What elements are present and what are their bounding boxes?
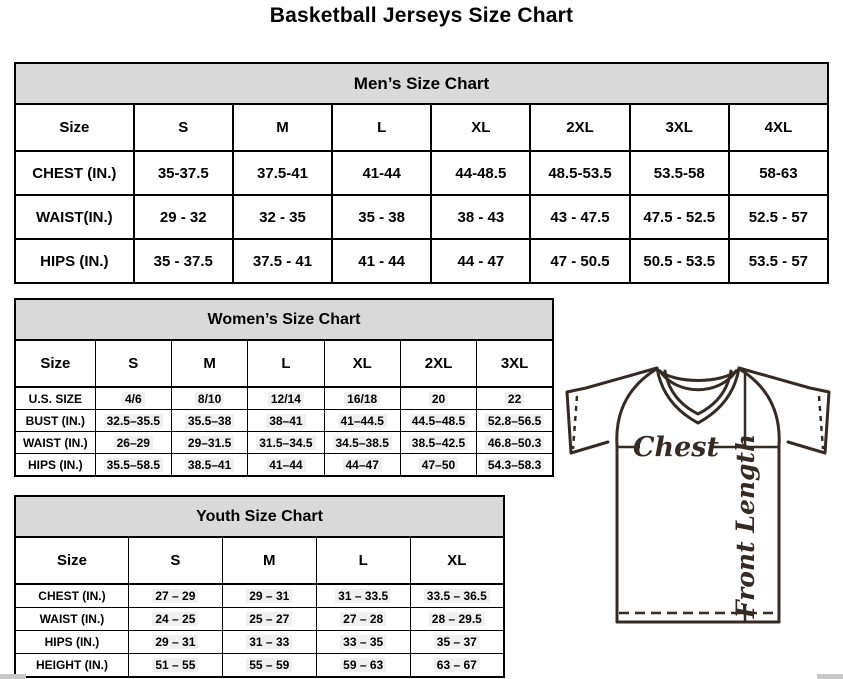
size-value-cell: 33.5 – 36.5 — [410, 584, 504, 608]
scrollbar-fragment-right[interactable] — [817, 674, 843, 679]
column-header: S — [95, 340, 171, 387]
size-value-cell: 27 – 28 — [316, 608, 410, 631]
size-value-cell: 38 - 43 — [431, 195, 530, 239]
section-title: Women’s Size Chart — [15, 299, 553, 340]
row-label: WAIST (IN.) — [15, 608, 128, 631]
size-value-cell: 35 - 38 — [332, 195, 431, 239]
youth-size-chart-table — [14, 495, 505, 678]
column-header: L — [248, 340, 324, 387]
size-value-cell: 35-37.5 — [134, 151, 233, 195]
size-value-cell: 44 - 47 — [431, 239, 530, 283]
size-value-cell: 31.5–34.5 — [248, 432, 324, 454]
row-label: BUST (IN.) — [15, 410, 95, 432]
table-row — [15, 654, 504, 678]
size-value-cell: 47 - 50.5 — [530, 239, 629, 283]
page-title: Basketball Jerseys Size Chart — [269, 4, 574, 27]
column-header: Size — [15, 537, 128, 584]
size-value-cell: 20 — [400, 387, 476, 410]
chest-measure-label: Chest — [633, 432, 719, 463]
size-value-cell: 31 – 33.5 — [316, 584, 410, 608]
size-value-cell: 8/10 — [171, 387, 247, 410]
size-value-cell: 46.8–50.3 — [477, 432, 553, 454]
column-header: S — [134, 104, 233, 151]
size-value-cell: 35.5–38 — [171, 410, 247, 432]
size-value-cell: 37.5-41 — [233, 151, 332, 195]
column-header: M — [233, 104, 332, 151]
front-length-measure-label: Front Length — [731, 433, 760, 619]
size-value-cell: 50.5 - 53.5 — [630, 239, 729, 283]
table-row — [15, 195, 828, 239]
column-header: Size — [15, 340, 95, 387]
size-value-cell: 43 - 47.5 — [530, 195, 629, 239]
size-value-cell: 41–44 — [248, 454, 324, 477]
size-value-cell: 54.3–58.3 — [477, 454, 553, 477]
size-value-cell: 35.5–58.5 — [95, 454, 171, 477]
scrollbar-fragment-left[interactable] — [0, 674, 26, 679]
womens-size-chart-table — [14, 298, 554, 477]
column-header: S — [128, 537, 222, 584]
table-row — [15, 387, 553, 410]
mens-size-chart-table — [14, 62, 829, 284]
row-label: CHEST (IN.) — [15, 584, 128, 608]
size-value-cell: 32 - 35 — [233, 195, 332, 239]
column-header: XL — [410, 537, 504, 584]
size-value-cell: 44-48.5 — [431, 151, 530, 195]
size-value-cell: 34.5–38.5 — [324, 432, 400, 454]
column-header: L — [316, 537, 410, 584]
size-value-cell: 48.5-53.5 — [530, 151, 629, 195]
size-value-cell: 59 – 63 — [316, 654, 410, 678]
column-header: XL — [431, 104, 530, 151]
column-header: 3XL — [630, 104, 729, 151]
size-value-cell: 35 – 37 — [410, 631, 504, 654]
size-value-cell: 22 — [477, 387, 553, 410]
size-value-cell: 4/6 — [95, 387, 171, 410]
size-value-cell: 52.8–56.5 — [477, 410, 553, 432]
size-value-cell: 38.5–41 — [171, 454, 247, 477]
size-value-cell: 44.5–48.5 — [400, 410, 476, 432]
size-value-cell: 51 – 55 — [128, 654, 222, 678]
row-label: WAIST(IN.) — [15, 195, 134, 239]
column-header: L — [332, 104, 431, 151]
column-header: Size — [15, 104, 134, 151]
table-row — [15, 432, 553, 454]
table-row — [15, 608, 504, 631]
column-header: 2XL — [530, 104, 629, 151]
size-value-cell: 32.5–35.5 — [95, 410, 171, 432]
size-value-cell: 29 – 31 — [222, 584, 316, 608]
jersey-measurement-diagram — [556, 354, 843, 674]
size-value-cell: 29 - 32 — [134, 195, 233, 239]
size-value-cell: 29 – 31 — [128, 631, 222, 654]
size-value-cell: 55 – 59 — [222, 654, 316, 678]
section-title: Youth Size Chart — [15, 496, 504, 537]
column-header: 3XL — [477, 340, 553, 387]
table-row — [15, 151, 828, 195]
size-value-cell: 16/18 — [324, 387, 400, 410]
column-header: M — [222, 537, 316, 584]
row-label: CHEST (IN.) — [15, 151, 134, 195]
column-header: 2XL — [400, 340, 476, 387]
row-label: HEIGHT (IN.) — [15, 654, 128, 678]
row-label: HIPS (IN.) — [15, 454, 95, 477]
size-value-cell: 47–50 — [400, 454, 476, 477]
size-value-cell: 58-63 — [729, 151, 828, 195]
column-header: XL — [324, 340, 400, 387]
column-header: 4XL — [729, 104, 828, 151]
size-value-cell: 26–29 — [95, 432, 171, 454]
table-row — [15, 631, 504, 654]
row-label: HIPS (IN.) — [15, 631, 128, 654]
table-row — [15, 239, 828, 283]
row-label: WAIST (IN.) — [15, 432, 95, 454]
size-value-cell: 41–44.5 — [324, 410, 400, 432]
jersey-outline-icon — [556, 354, 843, 674]
size-value-cell: 33 – 35 — [316, 631, 410, 654]
size-value-cell: 38.5–42.5 — [400, 432, 476, 454]
size-value-cell: 53.5-58 — [630, 151, 729, 195]
size-value-cell: 35 - 37.5 — [134, 239, 233, 283]
section-title: Men’s Size Chart — [15, 63, 828, 104]
size-value-cell: 47.5 - 52.5 — [630, 195, 729, 239]
table-row — [15, 454, 553, 477]
row-label: U.S. SIZE — [15, 387, 95, 410]
size-value-cell: 24 – 25 — [128, 608, 222, 631]
size-value-cell: 37.5 - 41 — [233, 239, 332, 283]
size-value-cell: 28 – 29.5 — [410, 608, 504, 631]
size-value-cell: 44–47 — [324, 454, 400, 477]
size-value-cell: 52.5 - 57 — [729, 195, 828, 239]
size-value-cell: 53.5 - 57 — [729, 239, 828, 283]
table-row — [15, 410, 553, 432]
size-value-cell: 41-44 — [332, 151, 431, 195]
size-value-cell: 25 – 27 — [222, 608, 316, 631]
size-value-cell: 41 - 44 — [332, 239, 431, 283]
size-value-cell: 63 – 67 — [410, 654, 504, 678]
size-value-cell: 38–41 — [248, 410, 324, 432]
row-label: HIPS (IN.) — [15, 239, 134, 283]
size-value-cell: 29–31.5 — [171, 432, 247, 454]
size-value-cell: 31 – 33 — [222, 631, 316, 654]
size-value-cell: 27 – 29 — [128, 584, 222, 608]
size-value-cell: 12/14 — [248, 387, 324, 410]
table-row — [15, 584, 504, 608]
column-header: M — [171, 340, 247, 387]
